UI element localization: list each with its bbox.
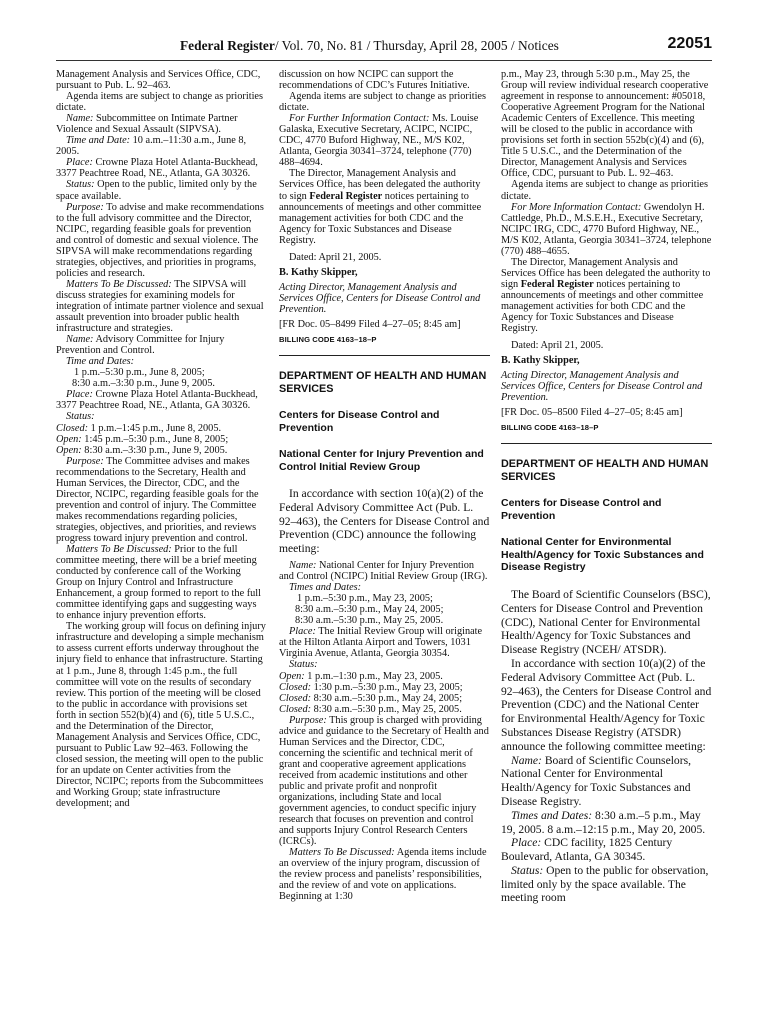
department-heading: DEPARTMENT OF HEALTH AND HUMAN SERVICES xyxy=(501,458,709,483)
running-head xyxy=(180,38,559,54)
field-label: Name: xyxy=(511,753,542,767)
place-entry: Place: Crowne Plaza Hotel Atlanta-Buckhead, 3377 Peachtree Road, NE., Atlanta, GA 30326. xyxy=(56,157,258,180)
name-entry: Name: Advisory Committee for Injury Prevention and Control. xyxy=(56,334,225,357)
name-entry: Name: Subcommittee on Intimate Partner Violence and Sexual Assault (SIPVSA). xyxy=(56,113,238,136)
field-label: Times and Dates: xyxy=(289,582,362,594)
times-dates-entry: Times and Dates: 8:30 a.m.–5 p.m., May 19, 2005. 8 a.m.–12:15 p.m., May 20, 2005. xyxy=(501,808,706,836)
fr-doc-line: [FR Doc. 05–8500 Filed 4–27–05; 8:45 am] xyxy=(501,407,683,419)
signer-name: B. Kathy Skipper, xyxy=(501,355,580,367)
paragraph: Agenda items are subject to change as priorities dictate. xyxy=(501,179,709,202)
field-label: For More Information Contact: xyxy=(511,201,642,213)
time-line: 8:30 a.m.–5:30 p.m., May 25, 2005. xyxy=(295,615,444,627)
name-entry: Name: Board of Scientific Counselors, National Center for Environmental Health/Agency for Toxic Substances and Disease Registry. xyxy=(501,753,692,808)
field-label: Status: xyxy=(511,863,544,877)
status-entry: Status: Open to the public for observation, limited only by the space available. The meeting room xyxy=(501,863,709,905)
time-line: 1 p.m.–5:30 p.m., May 23, 2005; xyxy=(297,593,433,605)
purpose-entry: Purpose: This group is charged with providing advice and guidance to the Secretary of Health and Human Services and the Director, CDC, concerning the scientific and technical merit of grant and cooperative agreement applications received from academic institutions and other public and private profit and nonprofit organizations, including State and local government agencies, to conduct specific injury research that focuses on prevention and control and supports Injury Control Research Centers (ICRCs). xyxy=(279,714,489,848)
field-label: Purpose: xyxy=(66,201,104,213)
dated-line: Dated: April 21, 2005. xyxy=(511,340,604,352)
times-dates-entry xyxy=(56,356,267,367)
status-line: Open: 8:30 a.m.–3:30 p.m., June 9, 2005. xyxy=(56,444,228,456)
department-heading: DEPARTMENT OF HEALTH AND HUMAN SERVICES xyxy=(279,370,487,395)
field-label: Time and Dates: xyxy=(66,356,135,368)
field-label: Times and Dates: xyxy=(511,808,593,822)
status-line: Open: 1 p.m.–1:30 p.m., May 23, 2005. xyxy=(279,670,443,682)
field-label: Place: xyxy=(511,836,542,850)
field-label: Time and Date: xyxy=(66,135,131,147)
column-3 xyxy=(501,69,712,905)
time-line: 1 p.m.–5:30 p.m., June 8, 2005; xyxy=(74,367,205,379)
place-entry: Place: The Initial Review Group will originate at the Hilton Atlanta Airport and Towers, 1031 Virginia Avenue, Atlanta, Georgia 30354. xyxy=(279,626,483,660)
column-2 xyxy=(279,69,490,903)
status-entry xyxy=(56,411,267,422)
paragraph: Management Analysis and Services Office, CDC, pursuant to Pub. L. 92–463. xyxy=(56,69,261,92)
paragraph: Agenda items are subject to change as priorities dictate. xyxy=(56,91,264,114)
contact-entry: For Further Information Contact: Ms. Louise Galaska, Executive Secretary, ACIPC, NCIPC, CDC, 4770 Buford Highway, NE., M/S K02, Atlanta, Georgia 30341–3724, telephone (770) 488–4694. xyxy=(279,113,479,169)
status-entry: Status: Open to the public, limited only by the space available. xyxy=(56,179,257,202)
field-label: Name: xyxy=(66,334,94,346)
field-label: Status: xyxy=(66,411,95,423)
agency-heading: Centers for Disease Control and Prevention xyxy=(279,409,440,434)
place-entry: Place: CDC facility, 1825 Century Boulevard, Atlanta, GA 30345. xyxy=(501,836,673,864)
status-line: Closed: 8:30 a.m.–5:30 p.m., May 25, 2005. xyxy=(279,703,462,715)
subject-heading: National Center for Environmental Health/Agency for Toxic Substances and Disease Registry xyxy=(501,536,704,574)
matters-entry: Matters To Be Discussed: Prior to the full committee meeting, there will be a brief meeting conducted by conference call of the Working Group on Injury Control and Infrastructure Enhancement, a group formed to report to the full committee identifying gaps and suggesting ways to enhance injury prevention efforts. xyxy=(56,544,262,622)
field-label: For Further Information Contact: xyxy=(289,113,430,125)
matters-entry: Matters To Be Discussed: The SIPVSA will discuss strategies for examining models for integration of intimate partner violence and sexual assault prevention into broader public health infrastructure and strategies. xyxy=(56,278,264,335)
federal-register-ref: Federal Register xyxy=(520,278,594,290)
time-line: 8:30 a.m.–3:30 p.m., June 9, 2005. xyxy=(72,378,216,390)
field-label: Place: xyxy=(66,389,93,401)
place-entry: Place: Crowne Plaza Hotel Atlanta-Buckhead, 3377 Peachtree Road, NE., Atlanta, GA 30326. xyxy=(56,389,258,412)
times-dates-entry xyxy=(279,582,490,593)
agency-heading: Centers for Disease Control and Prevention xyxy=(501,497,662,522)
paragraph: The working group will focus on defining injury infrastructure and developing a simple mechanism to assess current efforts underway throughout the injury field to enhance that infrastructure. Starting at 1 p.m., June 8, through 1:45 p.m., the full committee will vote on the results of secondary review. This portion of the meeting will be closed to the public in accordance with provisions set forth in section 552(b)(4) and (6), title 5 U.S.C., and the Determination of the Director, Management Analysis and Services Office, CDC, pursuant to Public Law 92–463. Following the closed session, the meeting will open to the public for an update on Center activities from the Director, NCIPC; reports from the Subcommittees and Working Group; state infrastructure development; and xyxy=(56,621,266,810)
federal-register-ref: Federal Register xyxy=(309,190,383,202)
status-entry xyxy=(279,659,490,670)
field-label: Name: xyxy=(289,560,317,572)
status-line: Closed: 1:30 p.m.–5:30 p.m., May 23, 2005; xyxy=(279,681,463,693)
field-label: Matters To Be Discussed: xyxy=(289,847,395,859)
field-label: Purpose: xyxy=(66,455,104,467)
fr-doc-line: [FR Doc. 05–8499 Filed 4–27–05; 8:45 am] xyxy=(279,318,461,330)
paragraph: The Board of Scientific Counselors (BSC), Centers for Disease Control and Prevention (CDC), National Center for Environmental Health/Agency for Toxic Substances and Disease Registry (NCEH/ ATSDR). xyxy=(501,587,711,657)
field-label: Purpose: xyxy=(289,714,327,726)
field-label: Place: xyxy=(289,626,316,638)
signer-name: B. Kathy Skipper, xyxy=(279,266,358,278)
issue-info: / Vol. 70, No. 81 / Thursday, April 28, 2005 / Notices xyxy=(274,38,559,53)
paragraph: The Director, Management Analysis and Services Office has been delegated the authority to sign Federal Register notices pertaining to announcements of meetings and other committee management activities for both CDC and the Agency for Toxic Substances and Disease Registry. xyxy=(501,256,711,335)
column-1 xyxy=(56,69,267,809)
paragraph: Agenda items are subject to change as priorities dictate. xyxy=(279,91,487,114)
billing-code: BILLING CODE 4163–18–P xyxy=(279,335,377,345)
signer-title: Acting Director, Management Analysis and Services Office, Centers for Disease Control and Prevention. xyxy=(501,370,703,404)
subject-heading: National Center for Injury Prevention and Control Initial Review Group xyxy=(279,448,484,473)
billing-code: BILLING CODE 4163–18–P xyxy=(501,423,599,433)
time-date-entry: Time and Date: 10 a.m.–11:30 a.m., June 8, 2005. xyxy=(56,135,247,158)
signer-title: Acting Director, Management Analysis and Services Office, Centers for Disease Control and Prevention. xyxy=(279,281,481,315)
field-label: Status: xyxy=(66,179,95,191)
time-line: 8:30 a.m.–5:30 p.m., May 24, 2005; xyxy=(295,604,444,616)
dated-line: Dated: April 21, 2005. xyxy=(289,251,382,263)
paragraph: p.m., May 23, through 5:30 p.m., May 25, the Group will review individual research cooperative agreement in response to announcement: #05018, Cooperative Agreement Program for the National Academic Centers of Excellence. This meeting will be closed to the public in accordance with provisions set forth in section 552b(c)(4) and (6), Title 5 U.S.C., and the Determination of the Director, Management Analysis and Services Office, CDC, pursuant to Pub. L. 92–463. xyxy=(501,69,709,180)
matters-entry: Matters To Be Discussed: Agenda items include an overview of the injury program, discussion of the review process and panelists’ responsibilities, and the review of and vote on applications. Beginning at 1:30 xyxy=(279,847,487,903)
paragraph: In accordance with section 10(a)(2) of the Federal Advisory Committee Act (Pub. L. 92–463), the Centers for Disease Control and Prevention (CDC) announce the following meeting: xyxy=(279,487,490,556)
status-line: Open: 1:45 p.m.–5:30 p.m., June 8, 2005; xyxy=(56,433,229,445)
field-label: Matters To Be Discussed: xyxy=(66,544,172,556)
purpose-entry: Purpose: The Committee advises and makes recommendations to the Secretary, Health and Human Services, the Director, CDC, and the Director, NCIPC, regarding feasible goals for the prevention and control of injury. The Committee makes recommendations regarding policies, strategies, objectives, and priorities, and reviews progress toward injury prevention and control. xyxy=(56,455,259,544)
field-label: Status: xyxy=(289,659,318,671)
contact-entry: For More Information Contact: Gwendolyn H. Cattledge, Ph.D., M.S.E.H., Executive Secretary, NCIPC IRG, CDC, 4770 Buford Highway, NE., M/S K02, Atlanta, Georgia 30341–3724, telephone (770) 488–4655. xyxy=(501,201,712,257)
field-label: Name: xyxy=(66,113,94,125)
field-label: Place: xyxy=(66,157,93,169)
paragraph: In accordance with section 10(a)(2) of the Federal Advisory Committee Act (Pub. L. 92–463), the Centers for Disease Control and Prevention (CDC) and the National Center for Environmental Health/Agency for Toxic Substances Disease Registry (ATSDR) announce the following committee meeting: xyxy=(501,656,712,753)
status-line: Closed: 1 p.m.–1:45 p.m., June 8, 2005. xyxy=(56,422,222,434)
page-header xyxy=(56,34,712,61)
page-number: 22051 xyxy=(667,35,712,52)
paragraph: The Director, Management Analysis and Services Office, has been delegated the authority to sign Federal Register notices pertaining to announcements of meetings and other committee management activities for both CDC and the Agency for Toxic Substances and Disease Registry. xyxy=(279,168,482,246)
name-entry: Name: National Center for Injury Prevention and Control (NCIPC) Initial Review Group (IRG). xyxy=(279,560,488,583)
journal-name: Federal Register xyxy=(180,38,275,53)
field-label: Matters To Be Discussed: xyxy=(66,278,172,290)
paragraph: discussion on how NCIPC can support the recommendations of CDC’s Futures Initiative. xyxy=(279,69,470,92)
status-line: Closed: 8:30 a.m.–5:30 p.m., May 24, 2005; xyxy=(279,692,463,704)
purpose-entry: Purpose: To advise and make recommendations to the full advisory committee and the Director, NCIPC, regarding feasible goals for prevention and control of domestic and sexual violence. The SIPVSA will make recommendations regarding strategies, objectives, and priorities in programs, policies and research. xyxy=(56,201,264,279)
